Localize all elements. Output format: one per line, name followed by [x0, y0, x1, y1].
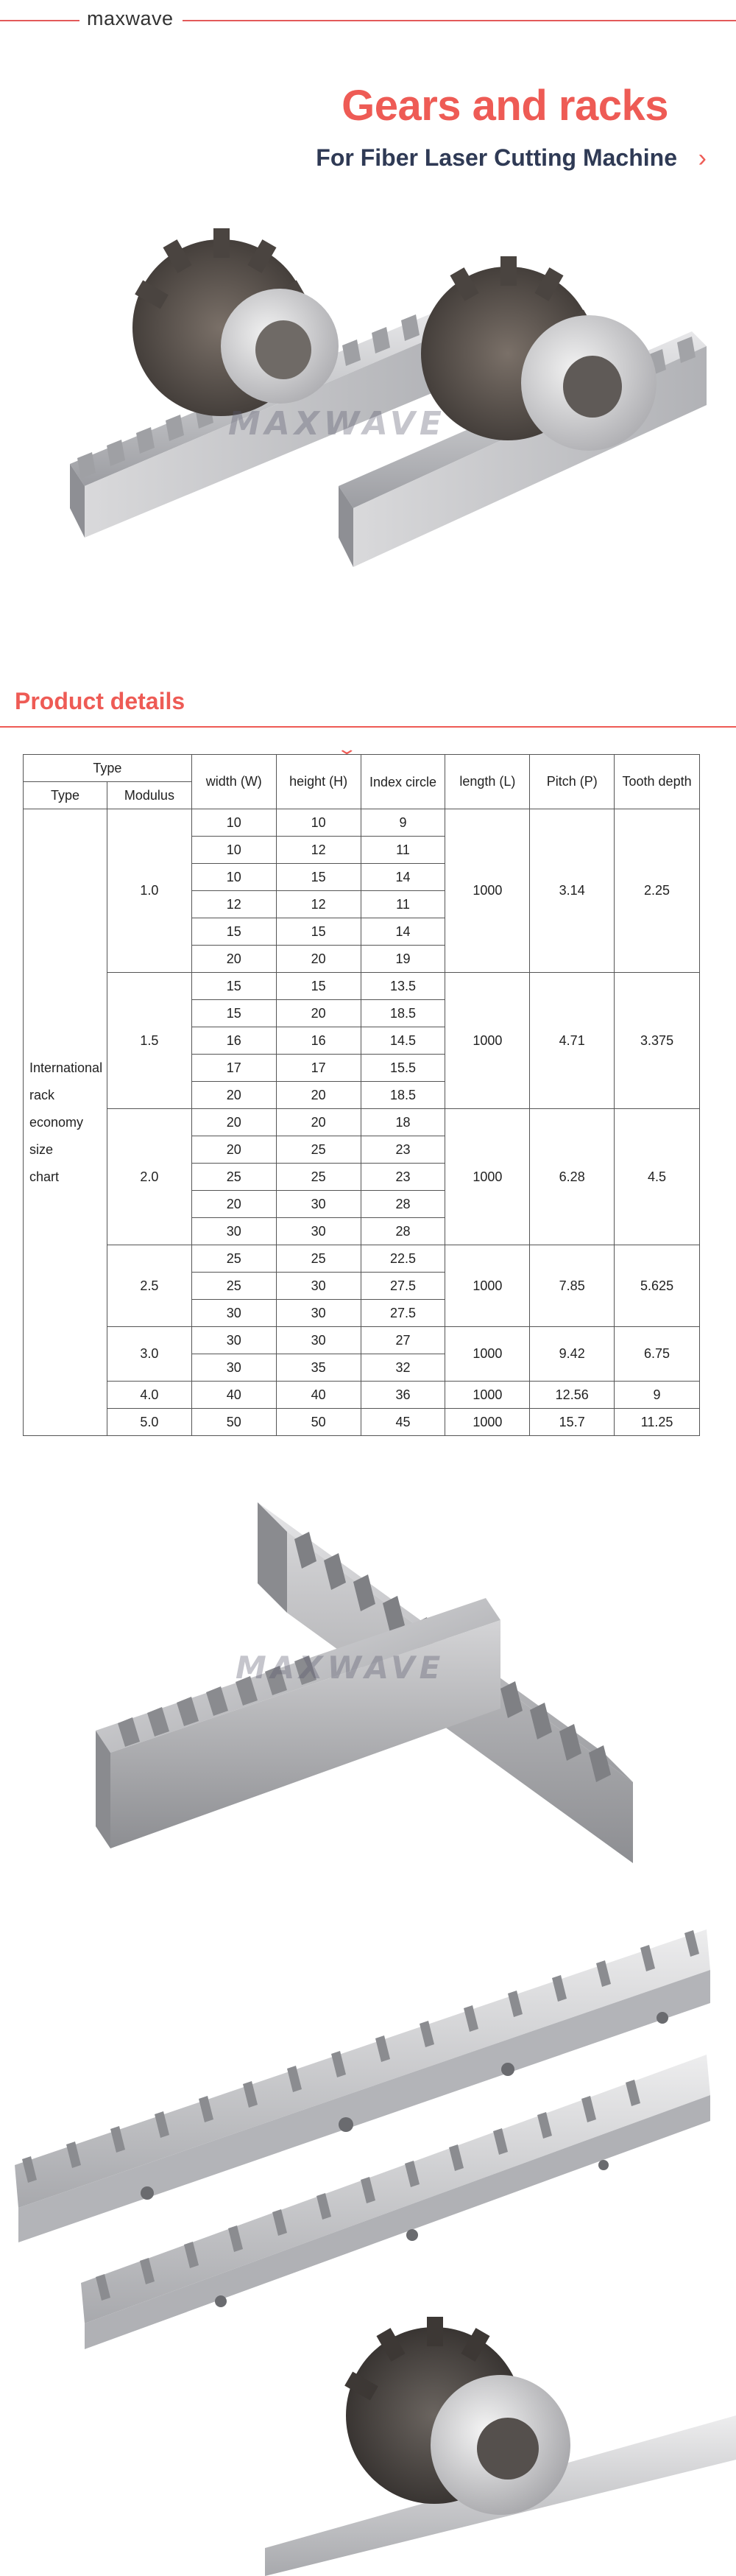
rack-size-table: [23, 754, 700, 1436]
height-cell: 10: [276, 809, 361, 837]
type-label-line: chart: [29, 1169, 60, 1184]
pitch-cell: 6.28: [530, 1109, 615, 1245]
length-cell: 1000: [445, 1409, 530, 1436]
height-cell: 20: [276, 946, 361, 973]
index-circle-cell: 18.5: [361, 1000, 445, 1027]
height-cell: 30: [276, 1327, 361, 1354]
crossed-racks-photo: [74, 1488, 662, 1900]
modulus-cell: 1.0: [107, 809, 191, 973]
index-circle-cell: 13.5: [361, 973, 445, 1000]
height-cell: 30: [276, 1218, 361, 1245]
width-cell: 15: [191, 1000, 276, 1027]
index-circle-cell: 18: [361, 1109, 445, 1136]
modulus-cell: 2.0: [107, 1109, 191, 1245]
width-cell: 40: [191, 1382, 276, 1409]
gears-and-racks-photo: [0, 199, 736, 597]
height-cell: 35: [276, 1354, 361, 1382]
tooth-depth-cell: 9: [615, 1382, 700, 1409]
table-row: [24, 809, 700, 837]
height-cell: 20: [276, 1109, 361, 1136]
section-divider: [0, 726, 736, 728]
length-cell: 1000: [445, 1327, 530, 1382]
pitch-cell: 7.85: [530, 1245, 615, 1327]
height-cell: 15: [276, 918, 361, 946]
width-cell: 30: [191, 1354, 276, 1382]
brand-rule-left: [0, 20, 79, 21]
modulus-cell: 3.0: [107, 1327, 191, 1382]
table-row: [24, 1245, 700, 1273]
header-type-group: Type: [24, 755, 192, 782]
header-pitch: Pitch (P): [530, 755, 615, 809]
watermark: MAXWAVE: [236, 1650, 445, 1686]
table-row: [24, 1109, 700, 1136]
height-cell: 15: [276, 973, 361, 1000]
pitch-cell: 15.7: [530, 1409, 615, 1436]
height-cell: 16: [276, 1027, 361, 1055]
header-modulus: Modulus: [107, 782, 191, 809]
tooth-depth-cell: 4.5: [615, 1109, 700, 1245]
height-cell: 12: [276, 837, 361, 864]
pitch-cell: 4.71: [530, 973, 615, 1109]
height-cell: 40: [276, 1382, 361, 1409]
index-circle-cell: 27.5: [361, 1273, 445, 1300]
page-title: Gears and racks: [342, 82, 668, 130]
width-cell: 12: [191, 891, 276, 918]
length-cell: 1000: [445, 973, 530, 1109]
index-circle-cell: 11: [361, 891, 445, 918]
index-circle-cell: 11: [361, 837, 445, 864]
table-body: [24, 809, 700, 1436]
index-circle-cell: 18.5: [361, 1082, 445, 1109]
table-row: [24, 1327, 700, 1354]
pitch-cell: 3.14: [530, 809, 615, 973]
chevron-down-icon: ⌄: [336, 739, 358, 758]
header-height: height (H): [276, 755, 361, 809]
pitch-cell: 12.56: [530, 1382, 615, 1409]
table-row: [24, 1382, 700, 1409]
header-length: length (L): [445, 755, 530, 809]
tooth-depth-cell: 2.25: [615, 809, 700, 973]
width-cell: 10: [191, 837, 276, 864]
type-label-line: International: [29, 1060, 103, 1075]
width-cell: 20: [191, 946, 276, 973]
index-circle-cell: 27.5: [361, 1300, 445, 1327]
watermark: MAXWAVE: [228, 405, 446, 443]
length-cell: 1000: [445, 1245, 530, 1327]
header-index-circle: Index circle: [361, 755, 445, 809]
tooth-depth-cell: 3.375: [615, 973, 700, 1109]
type-label-line: rack: [29, 1087, 55, 1102]
index-circle-cell: 27: [361, 1327, 445, 1354]
height-cell: 25: [276, 1164, 361, 1191]
index-circle-cell: 23: [361, 1164, 445, 1191]
type-label-cell: [24, 809, 107, 1436]
modulus-cell: 1.5: [107, 973, 191, 1109]
modulus-cell: 4.0: [107, 1382, 191, 1409]
page-subtitle: For Fiber Laser Cutting Machine: [316, 144, 677, 171]
section-title: Product details: [15, 688, 185, 714]
width-cell: 25: [191, 1245, 276, 1273]
index-circle-cell: 28: [361, 1218, 445, 1245]
width-cell: 15: [191, 973, 276, 1000]
index-circle-cell: 32: [361, 1354, 445, 1382]
modulus-cell: 5.0: [107, 1409, 191, 1436]
width-cell: 15: [191, 918, 276, 946]
index-circle-cell: 45: [361, 1409, 445, 1436]
header-width: width (W): [191, 755, 276, 809]
type-label-line: size: [29, 1141, 54, 1157]
chevron-right-icon: ›: [698, 144, 707, 172]
index-circle-cell: 23: [361, 1136, 445, 1164]
height-cell: 30: [276, 1273, 361, 1300]
length-cell: 1000: [445, 1109, 530, 1245]
height-cell: 25: [276, 1136, 361, 1164]
width-cell: 30: [191, 1218, 276, 1245]
index-circle-cell: 36: [361, 1382, 445, 1409]
index-circle-cell: 14: [361, 918, 445, 946]
brand-rule-right: [183, 20, 736, 21]
height-cell: 25: [276, 1245, 361, 1273]
brand-name: maxwave: [87, 7, 174, 29]
width-cell: 30: [191, 1300, 276, 1327]
pitch-cell: 9.42: [530, 1327, 615, 1382]
height-cell: 30: [276, 1191, 361, 1218]
modulus-cell: 2.5: [107, 1245, 191, 1327]
height-cell: 20: [276, 1000, 361, 1027]
width-cell: 20: [191, 1109, 276, 1136]
length-cell: 1000: [445, 809, 530, 973]
height-cell: 20: [276, 1082, 361, 1109]
tooth-depth-cell: 11.25: [615, 1409, 700, 1436]
height-cell: 30: [276, 1300, 361, 1327]
width-cell: 20: [191, 1136, 276, 1164]
height-cell: 50: [276, 1409, 361, 1436]
index-circle-cell: 22.5: [361, 1245, 445, 1273]
table-row: [24, 973, 700, 1000]
width-cell: 17: [191, 1055, 276, 1082]
width-cell: 50: [191, 1409, 276, 1436]
height-cell: 15: [276, 864, 361, 891]
index-circle-cell: 19: [361, 946, 445, 973]
tooth-depth-cell: 5.625: [615, 1245, 700, 1327]
header-tooth-depth: Tooth depth: [615, 755, 700, 809]
width-cell: 20: [191, 1191, 276, 1218]
header-type: Type: [24, 782, 107, 809]
width-cell: 30: [191, 1327, 276, 1354]
width-cell: 25: [191, 1273, 276, 1300]
height-cell: 17: [276, 1055, 361, 1082]
index-circle-cell: 9: [361, 809, 445, 837]
index-circle-cell: 15.5: [361, 1055, 445, 1082]
tooth-depth-cell: 6.75: [615, 1327, 700, 1382]
length-cell: 1000: [445, 1382, 530, 1409]
width-cell: 16: [191, 1027, 276, 1055]
width-cell: 10: [191, 864, 276, 891]
index-circle-cell: 14: [361, 864, 445, 891]
type-label-line: economy: [29, 1114, 84, 1130]
table-row: [24, 1409, 700, 1436]
long-racks-and-gear-photo: [0, 1900, 736, 2576]
width-cell: 25: [191, 1164, 276, 1191]
index-circle-cell: 14.5: [361, 1027, 445, 1055]
width-cell: 20: [191, 1082, 276, 1109]
height-cell: 12: [276, 891, 361, 918]
index-circle-cell: 28: [361, 1191, 445, 1218]
width-cell: 10: [191, 809, 276, 837]
